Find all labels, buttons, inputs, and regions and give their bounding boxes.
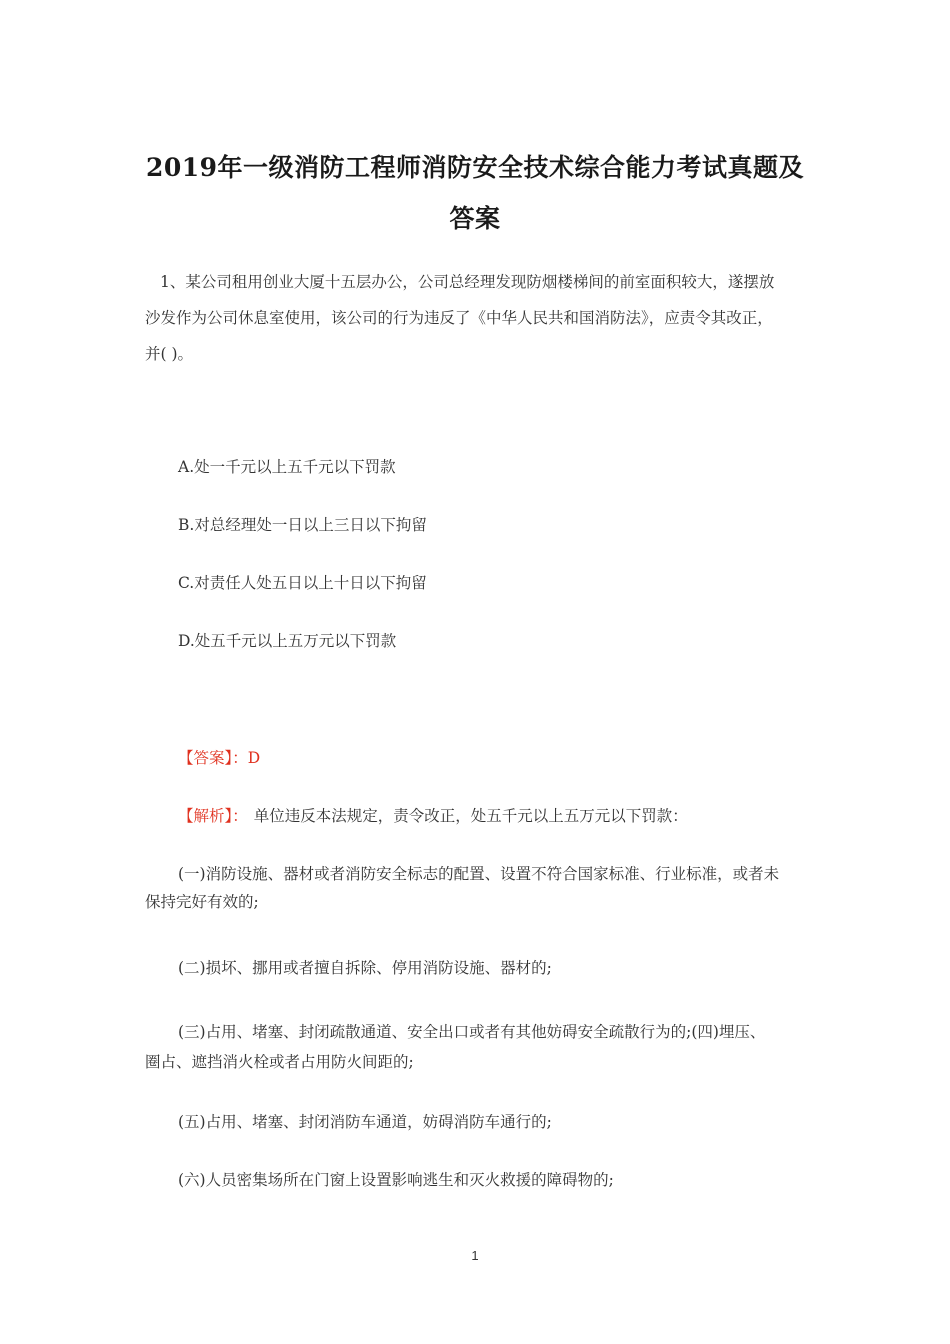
analysis-label: 【解析】：	[178, 807, 248, 825]
analysis-item-3-line-2: 圈占、遮挡消火栓或者占用防火间距的;	[145, 1053, 414, 1071]
analysis-item-3-line-1: (三)占用、堵塞、封闭疏散通道、安全出口或者有其他妨碍安全疏散行为的;(四)埋压、	[178, 1023, 766, 1041]
option-b: B.对总经理处一日以上三日以下拘留	[178, 516, 427, 534]
analysis-line	[178, 805, 688, 827]
answer-line	[178, 747, 260, 769]
question-line-1: 1、某公司租用创业大厦十五层办公，公司总经理发现防烟楼梯间的前室面积较大，遂摆放	[160, 273, 775, 291]
analysis-text: 单位违反本法规定，责令改正，处五千元以上五万元以下罚款：	[253, 807, 688, 825]
document-title-line-1: 2019年一级消防工程师消防安全技术综合能力考试真题及	[145, 153, 805, 182]
question-line-3: 并( )。	[145, 345, 194, 363]
analysis-item-1-line-1: (一)消防设施、器材或者消防安全标志的配置、设置不符合国家标准、行业标准，或者未	[178, 865, 780, 883]
analysis-item-2: (二)损坏、挪用或者擅自拆除、停用消防设施、器材的;	[178, 959, 552, 977]
question-line-2: 沙发作为公司休息室使用，该公司的行为违反了《中华人民共和国消防法》，应责令其改正，	[145, 309, 773, 327]
answer-label: 【答案】：	[178, 749, 248, 767]
analysis-item-1-line-2: 保持完好有效的;	[145, 893, 259, 911]
option-c: C.对责任人处五日以上十日以下拘留	[178, 574, 427, 592]
answer-value: D	[247, 749, 261, 767]
document-title-line-2: 答案	[449, 204, 501, 233]
analysis-item-6: (六)人员密集场所在门窗上设置影响逃生和灭火救援的障碍物的;	[178, 1171, 614, 1189]
page-number: 1	[471, 1248, 479, 1263]
option-a: A.处一千元以上五千元以下罚款	[178, 458, 396, 476]
analysis-item-5: (五)占用、堵塞、封闭消防车通道，妨碍消防车通行的;	[178, 1113, 552, 1131]
option-d: D.处五千元以上五万元以下罚款	[178, 632, 397, 650]
